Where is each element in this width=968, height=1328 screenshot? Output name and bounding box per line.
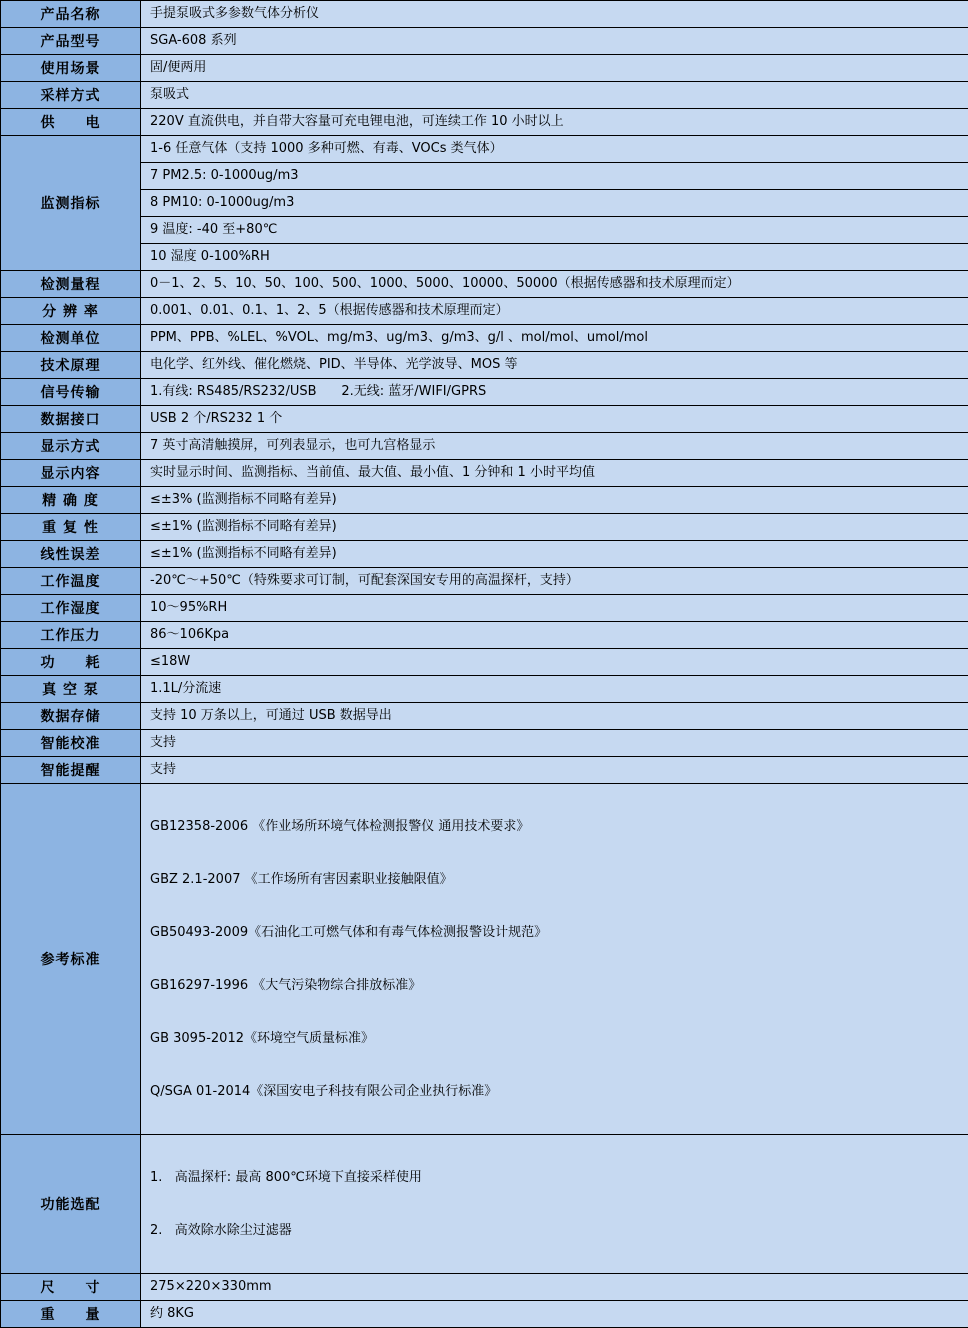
spec-label-dimensions: 尺 寸 xyxy=(1,1274,141,1301)
spec-value-product-name: 手提泵吸式多参数气体分析仪 xyxy=(141,1,968,28)
spec-value-monitor-item: 7 PM2.5: 0-1000ug/m3 xyxy=(141,163,968,190)
table-row xyxy=(1,541,968,568)
spec-label-display-content: 显示内容 xyxy=(1,460,141,487)
spec-value-power-consumption: ≤18W xyxy=(141,649,968,676)
spec-value-monitor-item: 10 湿度 0-100%RH xyxy=(141,244,968,271)
spec-label-monitor-indicators: 监测指标 xyxy=(1,136,141,271)
spec-label-power-consumption: 功 耗 xyxy=(1,649,141,676)
spec-value-usage-scene: 固/便两用 xyxy=(141,55,968,82)
spec-value-repeatability: ≤±1% (监测指标不同略有差异) xyxy=(141,514,968,541)
spec-label-accuracy: 精 确 度 xyxy=(1,487,141,514)
spec-value-linearity-error: ≤±1% (监测指标不同略有差异) xyxy=(141,541,968,568)
spec-label-power-supply: 供 电 xyxy=(1,109,141,136)
spec-value-display-content: 实时显示时间、监测指标、当前值、最大值、最小值、1 分钟和 1 小时平均值 xyxy=(141,460,968,487)
table-row xyxy=(1,433,968,460)
spec-value-technical-principle: 电化学、红外线、催化燃烧、PID、半导体、光学波导、MOS 等 xyxy=(141,352,968,379)
table-row xyxy=(1,487,968,514)
table-row xyxy=(1,649,968,676)
spec-value-display-mode: 7 英寸高清触摸屏，可列表显示，也可九宫格显示 xyxy=(141,433,968,460)
spec-label-smart-reminder: 智能提醒 xyxy=(1,757,141,784)
table-row xyxy=(1,676,968,703)
standard-line: Q/SGA 01-2014《深国安电子科技有限公司企业执行标准》 xyxy=(150,1081,962,1102)
spec-label-model: 产品型号 xyxy=(1,28,141,55)
spec-label-linearity-error: 线性误差 xyxy=(1,541,141,568)
spec-label-weight: 重 量 xyxy=(1,1301,141,1328)
table-row xyxy=(1,568,968,595)
table-row xyxy=(1,460,968,487)
spec-value-monitor-item: 8 PM10: 0-1000ug/m3 xyxy=(141,190,968,217)
spec-label-data-interface: 数据接口 xyxy=(1,406,141,433)
spec-value-signal-transmission: 1.有线: RS485/RS232/USB 2.无线: 蓝牙/WIFI/GPRS xyxy=(141,379,968,406)
spec-label-working-pressure: 工作压力 xyxy=(1,622,141,649)
spec-value-working-pressure: 86～106Kpa xyxy=(141,622,968,649)
table-row xyxy=(1,190,968,217)
spec-value-monitor-item: 9 温度: -40 至+80℃ xyxy=(141,217,968,244)
spec-value-model: SGA-608 系列 xyxy=(141,28,968,55)
table-row xyxy=(1,730,968,757)
table-row xyxy=(1,82,968,109)
table-row xyxy=(1,244,968,271)
table-row xyxy=(1,217,968,244)
spec-value-detection-unit: PPM、PPB、%LEL、%VOL、mg/m3、ug/m3、g/m3、g/l 、mol/mol、umol/mol xyxy=(141,325,968,352)
spec-label-vacuum-pump: 真 空 泵 xyxy=(1,676,141,703)
spec-value-vacuum-pump: 1.1L/分流速 xyxy=(141,676,968,703)
table-row xyxy=(1,757,968,784)
spec-label-working-temperature: 工作温度 xyxy=(1,568,141,595)
spec-label-smart-calibration: 智能校准 xyxy=(1,730,141,757)
spec-label-signal-transmission: 信号传输 xyxy=(1,379,141,406)
spec-value-weight: 约 8KG xyxy=(141,1301,968,1328)
table-row xyxy=(1,595,968,622)
table-row xyxy=(1,784,968,1135)
table-row xyxy=(1,406,968,433)
table-row xyxy=(1,325,968,352)
option-line: 2. 高效除水除尘过滤器 xyxy=(150,1220,962,1241)
table-row xyxy=(1,1301,968,1328)
spec-label-optional-features: 功能选配 xyxy=(1,1135,141,1274)
spec-label-detection-unit: 检测单位 xyxy=(1,325,141,352)
spec-value-working-temperature: -20℃～+50℃（特殊要求可订制，可配套深国安专用的高温探杆，支持） xyxy=(141,568,968,595)
table-row xyxy=(1,514,968,541)
table-row xyxy=(1,703,968,730)
table-row xyxy=(1,136,968,163)
standard-line: GB12358-2006 《作业场所环境气体检测报警仪 通用技术要求》 xyxy=(150,816,962,837)
spec-value-accuracy: ≤±3% (监测指标不同略有差异) xyxy=(141,487,968,514)
table-row xyxy=(1,28,968,55)
spec-value-data-storage: 支持 10 万条以上，可通过 USB 数据导出 xyxy=(141,703,968,730)
table-row xyxy=(1,379,968,406)
spec-value-power-supply: 220V 直流供电，并自带大容量可充电锂电池，可连续工作 10 小时以上 xyxy=(141,109,968,136)
spec-label-resolution: 分 辨 率 xyxy=(1,298,141,325)
spec-label-product-name: 产品名称 xyxy=(1,1,141,28)
spec-label-technical-principle: 技术原理 xyxy=(1,352,141,379)
table-row xyxy=(1,352,968,379)
standard-line: GB16297-1996 《大气污染物综合排放标准》 xyxy=(150,975,962,996)
spec-value-detection-range: 0－1、2、5、10、50、100、500、1000、5000、10000、50000（根据传感器和技术原理而定） xyxy=(141,271,968,298)
spec-value-optional-features xyxy=(141,1135,968,1274)
standard-line: GBZ 2.1-2007 《工作场所有害因素职业接触限值》 xyxy=(150,869,962,890)
table-row xyxy=(1,55,968,82)
spec-value-reference-standards xyxy=(141,784,968,1135)
table-row xyxy=(1,298,968,325)
spec-value-dimensions: 275×220×330mm xyxy=(141,1274,968,1301)
spec-label-sampling-method: 采样方式 xyxy=(1,82,141,109)
table-row xyxy=(1,1135,968,1274)
table-row xyxy=(1,1,968,28)
spec-label-data-storage: 数据存储 xyxy=(1,703,141,730)
spec-value-smart-reminder: 支持 xyxy=(141,757,968,784)
spec-label-detection-range: 检测量程 xyxy=(1,271,141,298)
spec-value-data-interface: USB 2 个/RS232 1 个 xyxy=(141,406,968,433)
spec-value-resolution: 0.001、0.01、0.1、1、2、5（根据传感器和技术原理而定） xyxy=(141,298,968,325)
spec-value-monitor-item: 1-6 任意气体（支持 1000 多种可燃、有毒、VOCs 类气体） xyxy=(141,136,968,163)
table-row xyxy=(1,271,968,298)
spec-label-reference-standards: 参考标准 xyxy=(1,784,141,1135)
standard-line: GB 3095-2012《环境空气质量标准》 xyxy=(150,1028,962,1049)
option-line: 1. 高温探杆: 最高 800℃环境下直接采样使用 xyxy=(150,1167,962,1188)
table-row xyxy=(1,109,968,136)
table-row xyxy=(1,1274,968,1301)
spec-label-repeatability: 重 复 性 xyxy=(1,514,141,541)
table-row xyxy=(1,622,968,649)
spec-label-working-humidity: 工作湿度 xyxy=(1,595,141,622)
spec-label-display-mode: 显示方式 xyxy=(1,433,141,460)
spec-value-working-humidity: 10～95%RH xyxy=(141,595,968,622)
spec-value-smart-calibration: 支持 xyxy=(141,730,968,757)
table-row xyxy=(1,163,968,190)
spec-value-sampling-method: 泵吸式 xyxy=(141,82,968,109)
spec-label-usage-scene: 使用场景 xyxy=(1,55,141,82)
standard-line: GB50493-2009《石油化工可燃气体和有毒气体检测报警设计规范》 xyxy=(150,922,962,943)
